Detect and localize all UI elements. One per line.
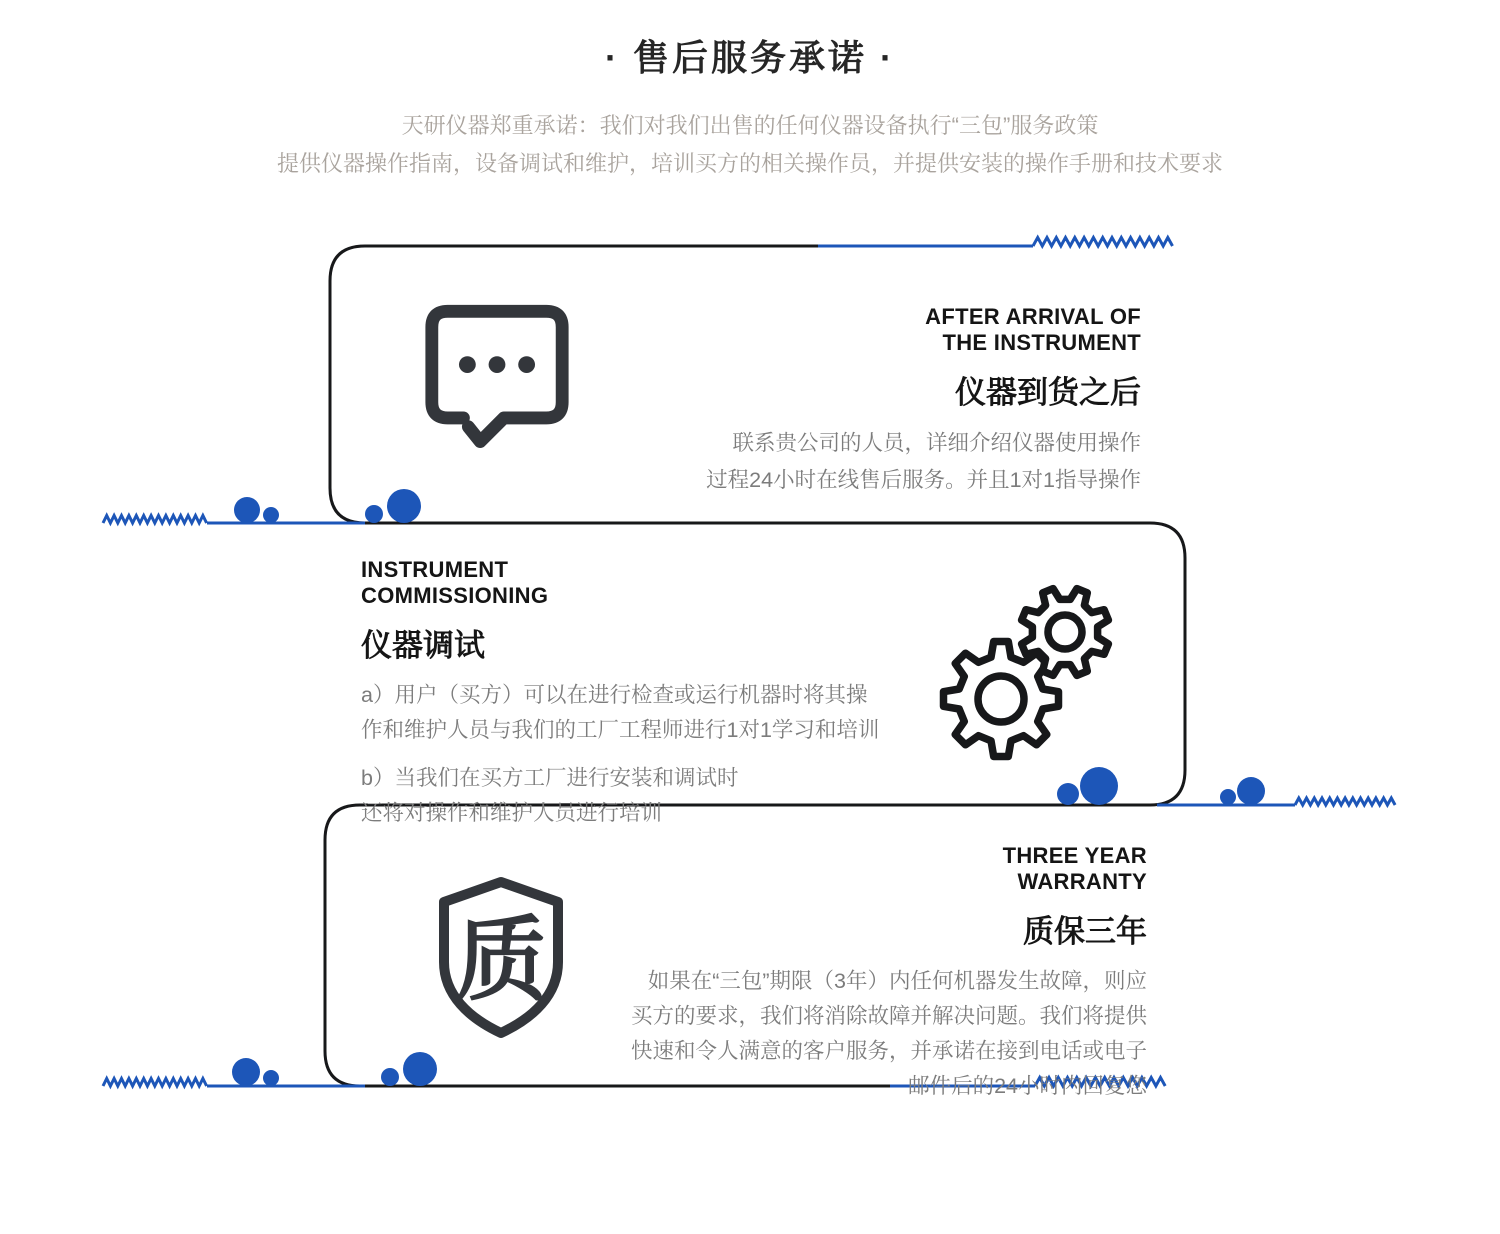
card-instrument-commissioning bbox=[325, 523, 1185, 825]
card-body-line: 过程24小时在线售后服务。并且1对1指导操作 bbox=[706, 468, 1141, 492]
card-body-line: 还将对操作和维护人员进行培训 bbox=[361, 801, 663, 825]
section-header bbox=[0, 30, 1500, 183]
shield-character: 质 bbox=[454, 910, 548, 1012]
subtitle-line-2: 提供仪器操作指南，设备调试和维护，培训买方的相关操作员，并提供安装的操作手册和技术要求 bbox=[276, 151, 1223, 176]
card-title-en-line: INSTRUMENT bbox=[361, 557, 509, 582]
card-three-year-warranty bbox=[325, 805, 1185, 1098]
page-title: · 售后服务承诺 · bbox=[605, 37, 895, 78]
gears-icon bbox=[937, 575, 1129, 763]
card-title-zh: 质保三年 bbox=[1023, 914, 1147, 949]
card-body bbox=[581, 425, 1141, 499]
card-body-line: 联系贵公司的人员，详细介绍仪器使用操作 bbox=[732, 431, 1141, 455]
card-title-en-line: AFTER ARRIVAL OF bbox=[925, 304, 1141, 329]
quality-shield-icon bbox=[423, 869, 579, 1047]
card-text-block bbox=[361, 557, 921, 831]
chat-bubble-icon bbox=[418, 296, 576, 449]
zigzag-line bbox=[103, 1079, 207, 1087]
zigzag-line bbox=[1295, 798, 1395, 805]
zigzag-line bbox=[103, 516, 207, 524]
card-body bbox=[567, 964, 1147, 1104]
card-title-zh: 仪器到货之后 bbox=[955, 375, 1141, 410]
zigzag-line bbox=[1033, 238, 1173, 247]
card-title-en-line: THE INSTRUMENT bbox=[942, 330, 1141, 355]
card-body-line: a）用户（买方）可以在进行检查或运行机器时将其操 bbox=[361, 683, 868, 707]
card-body-line: 如果在“三包”期限（3年）内任何机器发生故障，则应 bbox=[647, 969, 1147, 993]
subtitle-line-1: 天研仪器郑重承诺：我们对我们出售的任何仪器设备执行“三包”服务政策 bbox=[401, 113, 1099, 138]
card-title-en bbox=[567, 843, 1147, 895]
card-title-en-line: WARRANTY bbox=[1017, 869, 1147, 894]
card-body-line: b）当我们在买方工厂进行安装和调试时 bbox=[361, 766, 739, 790]
card-title-en bbox=[361, 557, 921, 609]
card-body-line: 作和维护人员与我们的工厂工程师进行1对1学习和培训 bbox=[361, 718, 880, 742]
card-text-block bbox=[567, 843, 1147, 1104]
card-body-line: 快速和令人满意的客户服务，并承诺在接到电话或电子 bbox=[630, 1039, 1147, 1063]
card-title-en bbox=[581, 304, 1141, 356]
card-after-arrival bbox=[330, 246, 1185, 523]
card-title-en-line: THREE YEAR bbox=[1002, 843, 1147, 868]
card-body-line: 邮件后的24小时内回复您 bbox=[908, 1074, 1147, 1098]
card-title-en-line: COMMISSIONING bbox=[361, 583, 549, 608]
card-text-block bbox=[581, 304, 1141, 499]
card-title-zh: 仪器调试 bbox=[361, 628, 485, 663]
card-body-line: 买方的要求，我们将消除故障并解决问题。我们将提供 bbox=[630, 1004, 1147, 1028]
